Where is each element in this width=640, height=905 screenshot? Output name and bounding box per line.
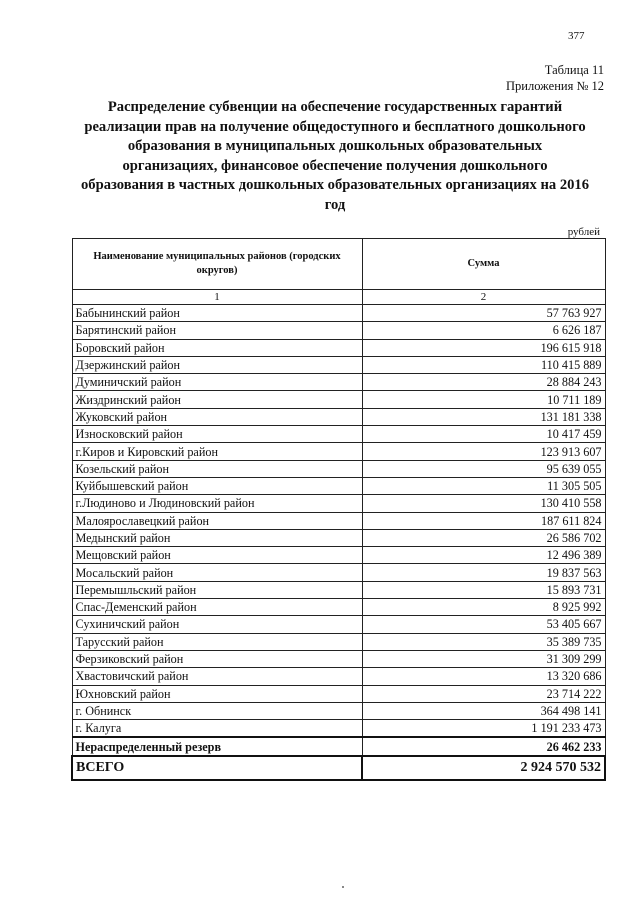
table-row xyxy=(72,529,605,546)
subvention-table xyxy=(71,238,606,781)
municipality-sum: 15 893 731 xyxy=(362,581,605,598)
municipality-name: Износковский район xyxy=(72,426,362,443)
municipality-sum: 95 639 055 xyxy=(362,460,605,477)
municipality-sum: 13 320 686 xyxy=(362,668,605,685)
municipality-name: Перемышльский район xyxy=(72,581,362,598)
municipality-sum: 6 626 187 xyxy=(362,322,605,339)
table-row xyxy=(72,322,605,339)
municipality-sum: 110 415 889 xyxy=(362,356,605,373)
municipality-sum: 130 410 558 xyxy=(362,495,605,512)
municipality-sum: 57 763 927 xyxy=(362,305,605,322)
municipality-sum: 12 496 389 xyxy=(362,547,605,564)
column-number-1: 1 xyxy=(72,290,362,305)
municipality-name: г.Людиново и Людиновский район xyxy=(72,495,362,512)
table-row xyxy=(72,720,605,738)
municipality-sum: 1 191 233 473 xyxy=(362,720,605,738)
table-row xyxy=(72,495,605,512)
municipality-name: Хвастовичский район xyxy=(72,668,362,685)
table-row xyxy=(72,374,605,391)
total-row xyxy=(72,756,605,780)
municipality-name: Думиничский район xyxy=(72,374,362,391)
table-row xyxy=(72,616,605,633)
municipality-name: Бабынинский район xyxy=(72,305,362,322)
municipality-sum: 19 837 563 xyxy=(362,564,605,581)
table-row xyxy=(72,581,605,598)
municipality-name: Ферзиковский район xyxy=(72,650,362,667)
municipality-name: Тарусский район xyxy=(72,633,362,650)
municipality-name: Дзержинский район xyxy=(72,356,362,373)
table-row xyxy=(72,702,605,719)
table-row xyxy=(72,477,605,494)
header-municipality: Наименование муниципальных районов (городских округов) xyxy=(72,239,362,290)
municipality-name: Мещовский район xyxy=(72,547,362,564)
table-row xyxy=(72,685,605,702)
municipality-name: Мосальский район xyxy=(72,564,362,581)
table-row xyxy=(72,339,605,356)
appendix-reference xyxy=(506,62,604,94)
table-row xyxy=(72,305,605,322)
appendix-label: Приложения № 12 xyxy=(506,79,604,93)
municipality-sum: 28 884 243 xyxy=(362,374,605,391)
table-row xyxy=(72,356,605,373)
reserve-row xyxy=(72,737,605,755)
table-row xyxy=(72,599,605,616)
table-row xyxy=(72,547,605,564)
municipality-name: г. Калуга xyxy=(72,720,362,738)
scan-mark xyxy=(342,886,344,888)
table-row xyxy=(72,426,605,443)
total-sum: 2 924 570 532 xyxy=(362,756,605,780)
municipality-sum: 364 498 141 xyxy=(362,702,605,719)
municipality-name: Медынский район xyxy=(72,529,362,546)
table-row xyxy=(72,391,605,408)
municipality-sum: 187 611 824 xyxy=(362,512,605,529)
table-label: Таблица 11 xyxy=(544,63,604,77)
municipality-name: Малоярославецкий район xyxy=(72,512,362,529)
column-number-2: 2 xyxy=(362,290,605,305)
municipality-name: Жуковский район xyxy=(72,408,362,425)
table-row xyxy=(72,460,605,477)
table-row xyxy=(72,408,605,425)
municipality-name: Куйбышевский район xyxy=(72,477,362,494)
table-row xyxy=(72,564,605,581)
table-row xyxy=(72,512,605,529)
municipality-sum: 123 913 607 xyxy=(362,443,605,460)
municipality-sum: 53 405 667 xyxy=(362,616,605,633)
municipality-name: Сухиничский район xyxy=(72,616,362,633)
column-number-row xyxy=(72,290,605,305)
municipality-name: Козельский район xyxy=(72,460,362,477)
municipality-sum: 31 309 299 xyxy=(362,650,605,667)
municipality-name: г. Обнинск xyxy=(72,702,362,719)
reserve-label: Нераспределенный резерв xyxy=(72,737,362,755)
page-number: 377 xyxy=(568,30,585,42)
municipality-sum: 10 711 189 xyxy=(362,391,605,408)
municipality-name: Спас-Деменский район xyxy=(72,599,362,616)
municipality-sum: 23 714 222 xyxy=(362,685,605,702)
municipality-sum: 11 305 505 xyxy=(362,477,605,494)
municipality-name: г.Киров и Кировский район xyxy=(72,443,362,460)
total-label: ВСЕГО xyxy=(72,756,362,780)
table-row xyxy=(72,668,605,685)
table-row xyxy=(72,650,605,667)
municipality-sum: 8 925 992 xyxy=(362,599,605,616)
municipality-sum: 131 181 338 xyxy=(362,408,605,425)
header-sum: Сумма xyxy=(362,239,605,290)
table-row xyxy=(72,443,605,460)
municipality-name: Боровский район xyxy=(72,339,362,356)
table-header-row xyxy=(72,239,605,290)
municipality-name: Жиздринский район xyxy=(72,391,362,408)
municipality-sum: 10 417 459 xyxy=(362,426,605,443)
reserve-sum: 26 462 233 xyxy=(362,737,605,755)
table-row xyxy=(72,633,605,650)
municipality-name: Барятинский район xyxy=(72,322,362,339)
municipality-sum: 35 389 735 xyxy=(362,633,605,650)
document-title: Распределение субвенции на обеспечение государственных гарантий реализации прав на получение общедоступного и бесплатного дошкольного образования в муниципальных дошкольных образовательных организациях, финансовое обеспечение получения дошкольного образования в частных дошкольных образовательных организациях на 2016 год xyxy=(80,99,590,213)
municipality-name: Юхновский район xyxy=(72,685,362,702)
municipality-sum: 196 615 918 xyxy=(362,339,605,356)
currency-unit: рублей xyxy=(567,226,600,238)
municipality-sum: 26 586 702 xyxy=(362,529,605,546)
